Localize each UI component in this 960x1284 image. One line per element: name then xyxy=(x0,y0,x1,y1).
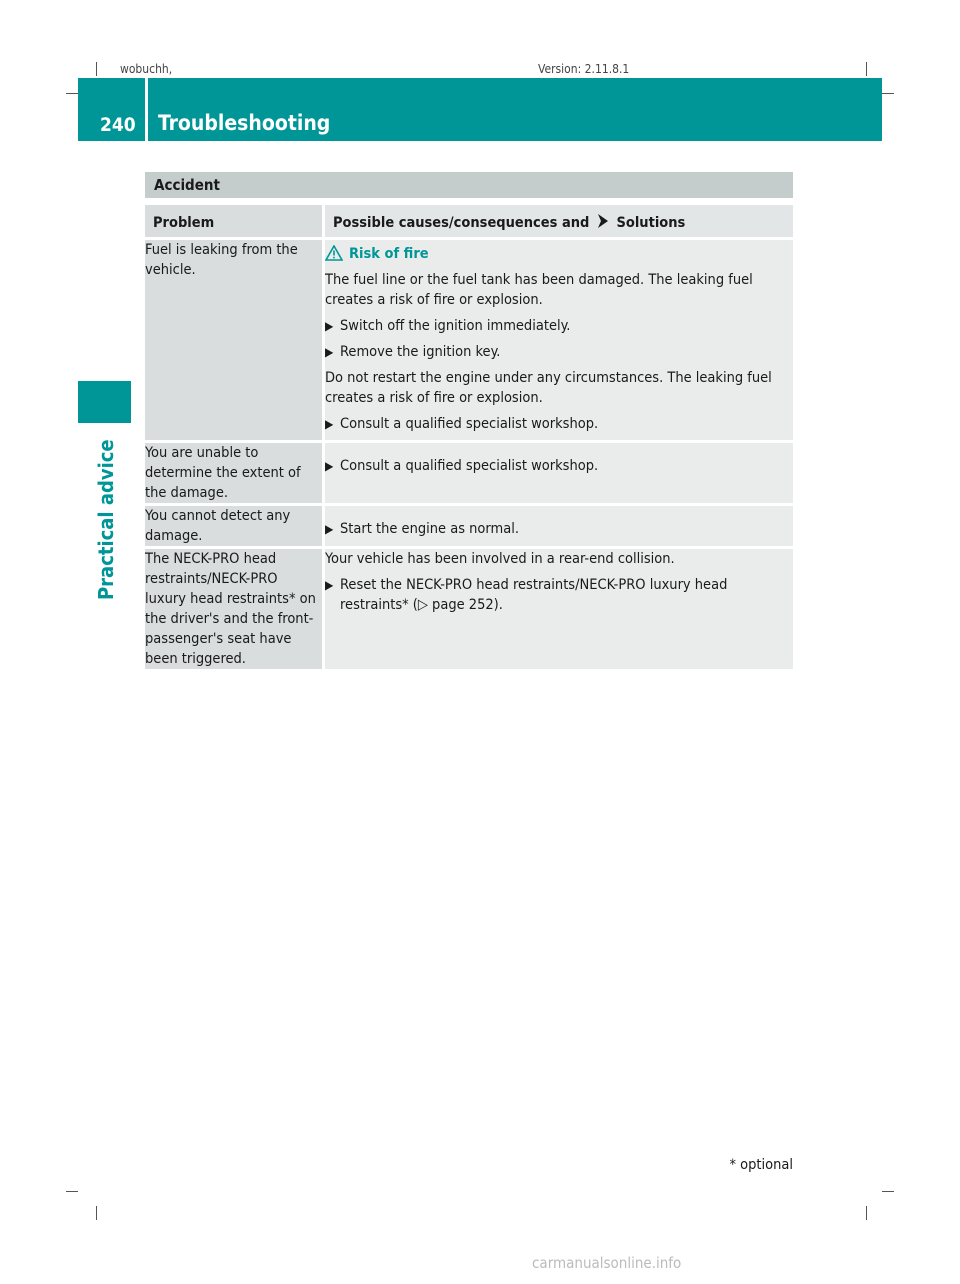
troubleshooting-table xyxy=(145,205,793,672)
arrow-right-icon: ▶ xyxy=(325,522,334,536)
column-header-solutions-prefix: Possible causes/consequences and xyxy=(333,215,590,231)
arrow-right-icon xyxy=(597,214,609,228)
crop-mark xyxy=(866,1206,867,1220)
solution-step xyxy=(325,456,793,476)
step-text: Consult a qualified specialist workshop. xyxy=(340,458,599,474)
solution-step xyxy=(325,414,793,434)
arrow-right-icon: ▶ xyxy=(325,345,334,359)
step-text: Remove the ignition key. xyxy=(340,344,501,360)
page-header xyxy=(78,78,882,141)
cause-text: Your vehicle has been involved in a rear-end collision. xyxy=(325,551,675,567)
arrow-right-icon: ▶ xyxy=(325,417,334,431)
column-header-solutions-suffix: Solutions xyxy=(616,215,686,231)
crop-mark xyxy=(882,1191,894,1192)
crop-mark xyxy=(882,93,894,94)
section-title: Accident xyxy=(145,172,793,198)
crop-mark xyxy=(66,1191,78,1192)
step-text: Consult a qualified specialist workshop. xyxy=(340,416,599,432)
header-divider xyxy=(145,78,148,141)
table-row xyxy=(145,548,793,671)
warning-heading xyxy=(325,244,793,264)
step-text: Switch off the ignition immediately. xyxy=(340,318,571,334)
warning-triangle-icon xyxy=(325,245,343,261)
solution-step xyxy=(325,316,793,336)
problem-cell: Fuel is leaking from the vehicle. xyxy=(145,239,324,442)
problem-cell: You cannot detect any damage. xyxy=(145,505,324,548)
step-text: Reset the NECK-PRO head restraints/NECK-PRO luxury head restraints* (▷ page 252). xyxy=(340,577,728,613)
column-header-solutions xyxy=(324,205,794,239)
arrow-right-icon: ▶ xyxy=(325,459,334,473)
problem-cell: You are unable to determine the extent of the damage. xyxy=(145,442,324,505)
table-row xyxy=(145,505,793,548)
crop-mark xyxy=(866,62,867,76)
print-meta-right: Version: 2.11.8.1 xyxy=(538,62,630,76)
watermark: carmanualsonline.info xyxy=(532,1254,682,1272)
crop-mark xyxy=(96,62,97,76)
solution-cell xyxy=(324,442,794,505)
solution-cell xyxy=(324,505,794,548)
solution-cell xyxy=(324,239,794,442)
arrow-right-icon: ▶ xyxy=(325,578,334,592)
table-header-row xyxy=(145,205,793,239)
solution-step xyxy=(325,575,793,615)
solution-step xyxy=(325,342,793,362)
step-text: Start the engine as normal. xyxy=(340,521,519,537)
crop-mark xyxy=(96,1206,97,1220)
arrow-right-icon: ▶ xyxy=(325,319,334,333)
warning-text: Risk of fire xyxy=(349,246,429,262)
chapter-title: Troubleshooting xyxy=(158,111,331,135)
print-meta-left: wobuchh, xyxy=(120,62,173,76)
table-row xyxy=(145,442,793,505)
solution-cell xyxy=(324,548,794,671)
table-row xyxy=(145,239,793,442)
crop-mark xyxy=(66,93,78,94)
problem-cell: The NECK-PRO head restraints/NECK-PRO luxury head restraints* on the driver's and the front-passenger's seat have been triggered. xyxy=(145,548,324,671)
side-section-label: Practical advice xyxy=(94,439,118,600)
optional-footnote: * optional xyxy=(729,1157,793,1173)
cause-text: Do not restart the engine under any circumstances. The leaking fuel creates a risk of fire or explosion. xyxy=(325,370,772,406)
solution-step xyxy=(325,519,793,539)
cause-text: The fuel line or the fuel tank has been damaged. The leaking fuel creates a risk of fire or explosion. xyxy=(325,272,753,308)
column-header-problem: Problem xyxy=(145,205,324,239)
page-number: 240 xyxy=(100,114,136,136)
